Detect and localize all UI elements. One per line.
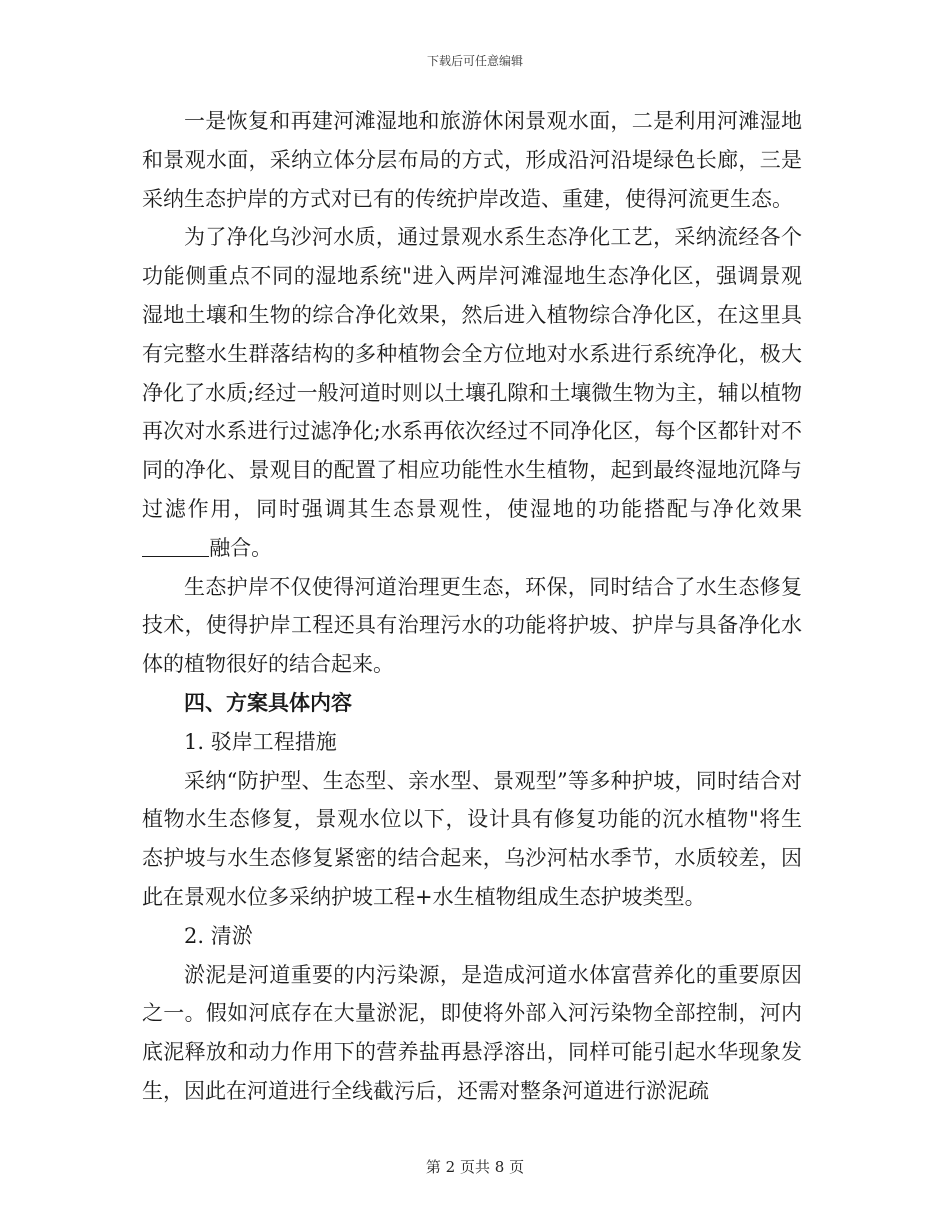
subheading-revetment-measures: 1. 驳岸工程措施 [184,729,337,754]
page-footer: 第 2 页共 8 页 [425,1158,525,1176]
paragraph-text: 为了净化乌沙河水质，通过景观水系生态净化工艺，采纳流经各个功能侧重点不同的湿地系统"进入两岸河滩湿地生态净化区，强调景观湿地土壤和生物的综合净化效果，然后进入植物综合净化区，在这里具有完整水生群落结构的多种植物会全方位地对水系进行系统净化，极大净化了水质;经过一般河道时则以土壤孔隙和土壤微生物为主，辅以植物再次对水系进行过滤净化;水系再依次经过不同净化区，每个区都针对不同的净化、景观目的配置了相应功能性水生植物，起到最终湿地沉降与过滤作用，同时强调其生态景观性，使湿地的功能搭配与净化效果 [142,225,802,521]
paragraph-revetment-types: 采纳“防护型、生态型、亲水型、景观型”等多种护坡，同时结合对植物水生态修复，景观水位以下，设计具有修复功能的沉水植物"将生态护坡与水生态修复紧密的结合起来，乌沙河枯水季节，水质较差，因此在景观水位多采纳护坡工程+水生植物组成生态护坡类型。 [142,768,802,909]
page-header: 下载后可任意编辑 [426,54,523,68]
paragraph-sludge: 淤泥是河道重要的内污染源，是造成河道水体富营养化的重要原因之一。假如河底存在大量淤泥，即使将外部入河污染物全部控制，河内底泥释放和动力作用下的营养盐再悬浮溶出，同样可能引起水华现象发生，因此在河道进行全线截污后，还需对整条河道进行淤泥疏 [142,962,802,1103]
paragraph-restore-wetland: 一是恢复和再建河滩湿地和旅游休闲景观水面，二是利用河滩湿地和景观水面，采纳立体分层布局的方式，形成沿河沿堤绿色长廊，三是采纳生态护岸的方式对已有的传统护岸改造、重建，使得河流更生态。 [142,109,802,211]
fill-blank [142,535,209,557]
paragraph-water-purification [142,218,802,567]
subheading-dredging: 2. 清淤 [184,923,253,948]
document-body [142,102,802,1111]
section-heading-plan-content: 四、方案具体内容 [184,689,352,715]
paragraph-text-end: 融合。 [209,535,273,560]
paragraph-ecological-revetment: 生态护岸不仅使得河道治理更生态，环保，同时结合了水生态修复技术，使得护岸工程还具有治理污水的功能将护坡、护岸与具备净化水体的植物很好的结合起来。 [142,574,802,677]
